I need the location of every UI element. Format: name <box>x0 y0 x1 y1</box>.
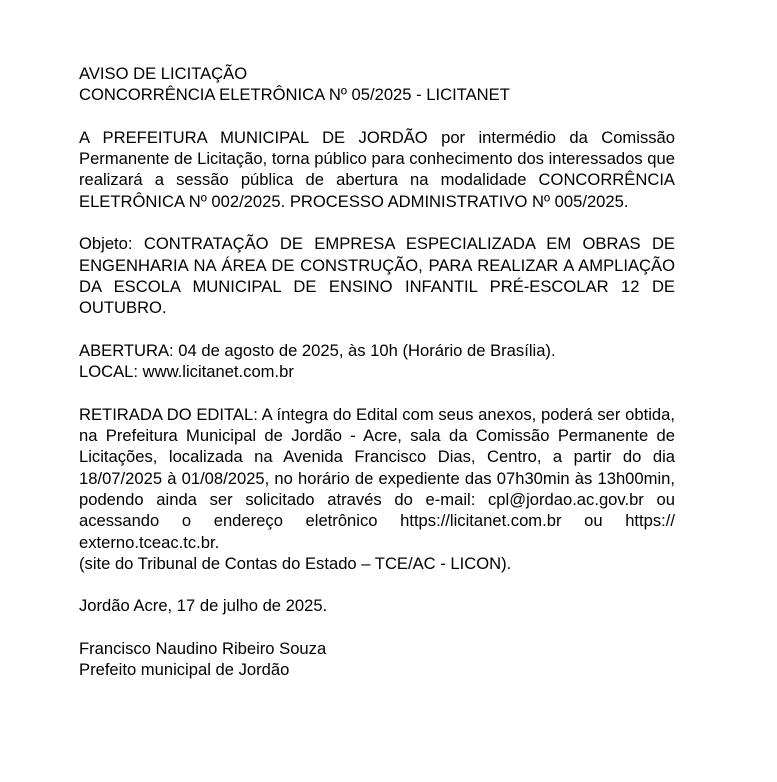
edital-paragraph: RETIRADA DO EDITAL: A íntegra do Edital com seus anexos, poderá ser obtida, na Prefeitura Municipal de Jordão - Acre, sala da Comissão Permanente de Licitações, localizada na Avenida Francisco Dias, Centro, a partir do dia 18/07/2025 à 01/08/2025, no horário de expediente das 07h30min às 13h00min, podendo ainda ser solicitado através do e-mail: cpl@jordao.ac.gov.br ou acessando o endereço eletrônico https://licitanet.com.br ou https:// externo.tceac.tc.br. <box>79 404 675 552</box>
edital-section <box>79 404 675 574</box>
signatory-title: Prefeito municipal de Jordão <box>79 660 290 680</box>
notice-document <box>79 63 675 681</box>
edital-note: (site do Tribunal de Contas do Estado – TCE/AC - LICON). <box>79 553 512 573</box>
opening-date: ABERTURA: 04 de agosto de 2025, às 10h (Horário de Brasília). <box>79 340 556 360</box>
signatory-name: Francisco Naudino Ribeiro Souza <box>79 639 327 659</box>
signature-block <box>79 638 675 681</box>
intro-paragraph: A PREFEITURA MUNICIPAL DE JORDÃO por intermédio da Comissão Permanente de Licitação, torna público para conhecimento dos interessados que realizará a sessão pública de abertura na modalidade CONCORRÊNCIA ELETRÔNICA Nº 002/2025. PROCESSO ADMINISTRATIVO Nº 005/2025. <box>79 127 675 211</box>
date-line: Jordão Acre, 17 de julho de 2025. <box>79 596 328 616</box>
object-paragraph: Objeto: CONTRATAÇÃO DE EMPRESA ESPECIALIZADA EM OBRAS DE ENGENHARIA NA ÁREA DE CONSTRUÇÃO, PARA REALIZAR A AMPLIAÇÃO DA ESCOLA MUNICIPAL DE ENSINO INFANTIL PRÉ-ESCOLAR 12 DE OUTUBRO. <box>79 234 675 318</box>
notice-title: AVISO DE LICITAÇÃO <box>79 64 248 83</box>
notice-subtitle: CONCORRÊNCIA ELETRÔNICA Nº 05/2025 - LICITANET <box>79 85 510 105</box>
location-line: LOCAL: www.licitanet.com.br <box>79 362 294 382</box>
opening-section <box>79 340 675 383</box>
notice-header <box>79 63 675 106</box>
